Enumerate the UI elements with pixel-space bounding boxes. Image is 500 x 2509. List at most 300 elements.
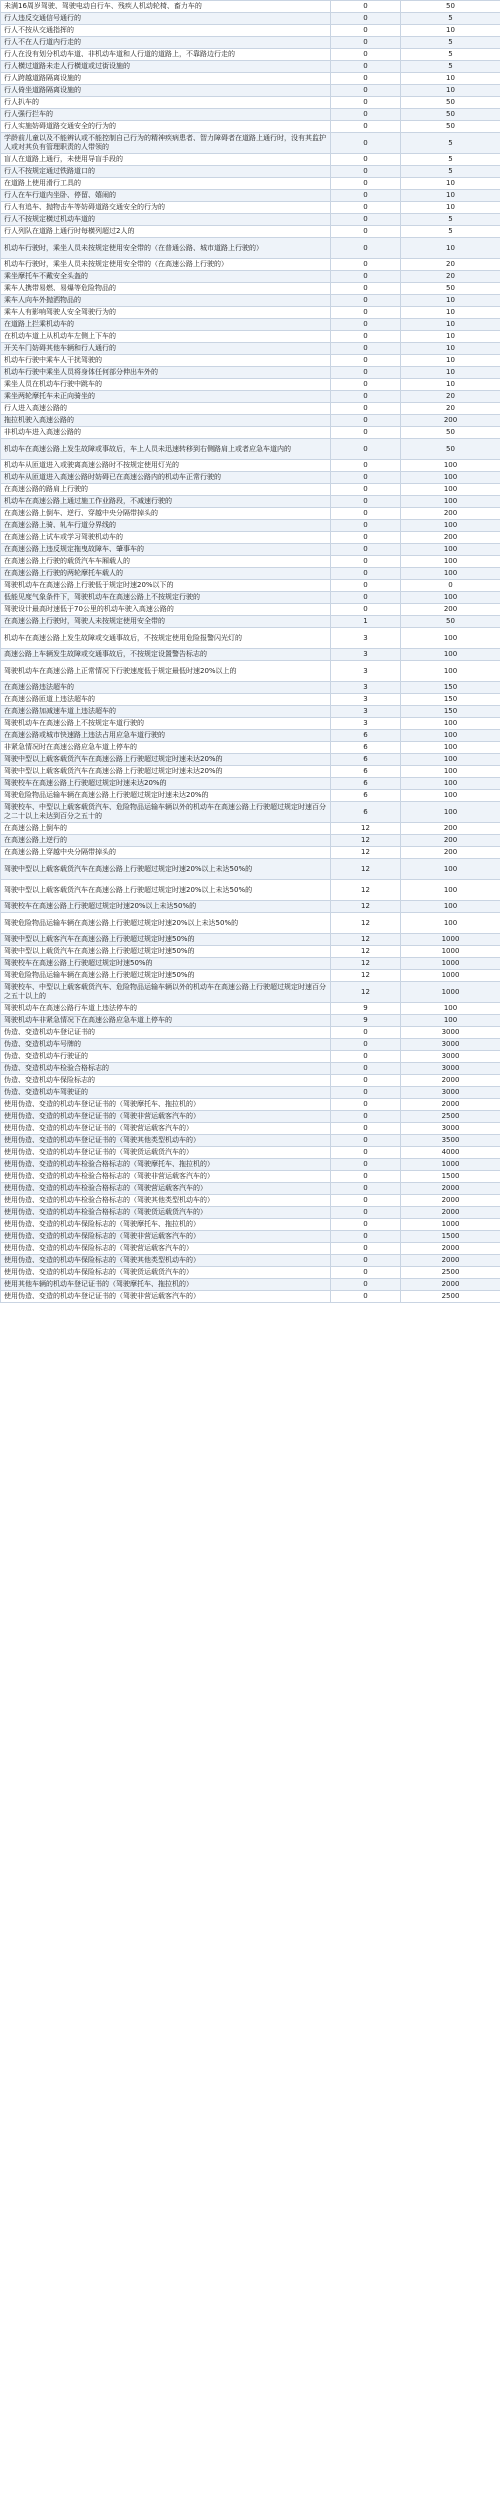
violation-description: 未满16周岁驾驶、驾驶电动自行车、残疾人机动轮椅、畜力车的 bbox=[1, 1, 331, 13]
penalty-points: 3 bbox=[331, 661, 401, 682]
violation-description: 驾驶危险物品运输车辆在高速公路上行驶超过规定时速20%以上未达50%的 bbox=[1, 913, 331, 934]
violation-description: 驾驶机动车在高速公路上不按规定车道行驶的 bbox=[1, 718, 331, 730]
penalty-points: 0 bbox=[331, 1111, 401, 1123]
violation-description: 行人列队在道路上通行时每横列超过2人的 bbox=[1, 226, 331, 238]
violation-description: 在高速公路违法超车的 bbox=[1, 682, 331, 694]
fine-amount: 1000 bbox=[401, 934, 500, 946]
table-row bbox=[1, 694, 500, 706]
penalty-points: 0 bbox=[331, 226, 401, 238]
fine-amount: 5 bbox=[401, 13, 500, 25]
violation-description: 伪造、变造机动车检验合格标志的 bbox=[1, 1063, 331, 1075]
penalty-points: 0 bbox=[331, 190, 401, 202]
table-row bbox=[1, 1159, 500, 1171]
fine-amount: 10 bbox=[401, 367, 500, 379]
fine-amount: 5 bbox=[401, 61, 500, 73]
violation-description: 盲人在道路上通行，未使用导盲手段的 bbox=[1, 154, 331, 166]
table-row bbox=[1, 568, 500, 580]
violation-description: 驾驶中型以上载客载货汽车在高速公路上行驶超过规定时速20%以上未达50%的 bbox=[1, 859, 331, 880]
penalty-points: 12 bbox=[331, 901, 401, 913]
violation-description: 使用伪造、变造的机动车登记证书的（驾驶非营运载客汽车的） bbox=[1, 1111, 331, 1123]
penalty-points: 0 bbox=[331, 1279, 401, 1291]
table-row bbox=[1, 1147, 500, 1159]
table-row bbox=[1, 958, 500, 970]
fine-amount: 100 bbox=[401, 718, 500, 730]
table-row bbox=[1, 460, 500, 472]
penalty-points: 0 bbox=[331, 556, 401, 568]
fine-amount: 50 bbox=[401, 121, 500, 133]
violation-description: 在高速公路的路肩上行驶的 bbox=[1, 484, 331, 496]
fine-amount: 10 bbox=[401, 25, 500, 37]
penalty-points: 0 bbox=[331, 1135, 401, 1147]
penalty-points: 0 bbox=[331, 355, 401, 367]
table-row bbox=[1, 190, 500, 202]
fine-amount: 100 bbox=[401, 568, 500, 580]
violation-description: 驾驶危险物品运输车辆在高速公路上行驶超过规定时速未达20%的 bbox=[1, 790, 331, 802]
fine-amount: 100 bbox=[401, 556, 500, 568]
table-row bbox=[1, 85, 500, 97]
violation-description: 行人强行拦车的 bbox=[1, 109, 331, 121]
violation-description: 使用伪造、变造的机动车保险标志的（驾驶摩托车、拖拉机的） bbox=[1, 1219, 331, 1231]
table-row bbox=[1, 1255, 500, 1267]
table-row bbox=[1, 766, 500, 778]
table-row bbox=[1, 319, 500, 331]
fine-amount: 50 bbox=[401, 97, 500, 109]
penalty-points: 12 bbox=[331, 847, 401, 859]
table-row bbox=[1, 649, 500, 661]
violation-description: 伪造、变造机动车行驶证的 bbox=[1, 1051, 331, 1063]
penalty-points: 0 bbox=[331, 1231, 401, 1243]
fine-amount: 1000 bbox=[401, 1219, 500, 1231]
table-row bbox=[1, 1075, 500, 1087]
table-row bbox=[1, 37, 500, 49]
table-row bbox=[1, 226, 500, 238]
violation-description: 驾驶校车在高速公路上行驶超过规定时速未达20%的 bbox=[1, 778, 331, 790]
violation-description: 机动车在高速公路上发生故障或交通事故后，不按规定使用危险报警闪光灯的 bbox=[1, 628, 331, 649]
violation-description: 在高速公路上倒车的 bbox=[1, 823, 331, 835]
fine-amount: 100 bbox=[401, 649, 500, 661]
penalty-points: 0 bbox=[331, 520, 401, 532]
violation-description: 使用伪造、变造的机动车登记证书的（驾驶其他类型机动车的） bbox=[1, 1135, 331, 1147]
penalty-points: 0 bbox=[331, 259, 401, 271]
table-row bbox=[1, 718, 500, 730]
penalty-points: 0 bbox=[331, 439, 401, 460]
violation-description: 在道路上拦乘机动车的 bbox=[1, 319, 331, 331]
fine-amount: 100 bbox=[401, 472, 500, 484]
table-row bbox=[1, 307, 500, 319]
violation-description: 驾驶校车在高速公路上行驶超过规定时速50%的 bbox=[1, 958, 331, 970]
table-row bbox=[1, 556, 500, 568]
violation-description: 在高速公路加减速车道上违法超车的 bbox=[1, 706, 331, 718]
table-row bbox=[1, 1051, 500, 1063]
violation-description: 驾驶校车、中型以上载客载货汽车、危险物品运输车辆以外的机动车在高速公路上行驶超过规定时速百分之五十以上的 bbox=[1, 982, 331, 1003]
table-row bbox=[1, 592, 500, 604]
fine-amount: 2000 bbox=[401, 1075, 500, 1087]
table-row bbox=[1, 427, 500, 439]
fine-amount: 200 bbox=[401, 604, 500, 616]
penalty-points: 0 bbox=[331, 295, 401, 307]
penalty-points: 0 bbox=[331, 331, 401, 343]
violation-description: 在道路上使用滑行工具的 bbox=[1, 178, 331, 190]
penalty-points: 0 bbox=[331, 166, 401, 178]
violation-description: 驾驶设计最高时速低于70公里的机动车驶入高速公路的 bbox=[1, 604, 331, 616]
fine-amount: 1000 bbox=[401, 958, 500, 970]
penalty-points: 0 bbox=[331, 37, 401, 49]
violation-description: 机动车在高速公路上发生故障或事故后，车上人员未迅速转移到右侧路肩上或者应急车道内的 bbox=[1, 439, 331, 460]
table-row bbox=[1, 259, 500, 271]
fine-amount: 200 bbox=[401, 847, 500, 859]
penalty-points: 6 bbox=[331, 802, 401, 823]
table-row bbox=[1, 178, 500, 190]
table-row bbox=[1, 823, 500, 835]
fine-amount: 10 bbox=[401, 331, 500, 343]
violation-description: 乘坐人员在机动车行驶中跳车的 bbox=[1, 379, 331, 391]
table-row bbox=[1, 1039, 500, 1051]
violation-description: 机动车从匝道进入高速公路时妨碍已在高速公路内的机动车正常行驶的 bbox=[1, 472, 331, 484]
fine-amount: 10 bbox=[401, 190, 500, 202]
fine-amount: 100 bbox=[401, 496, 500, 508]
fine-amount: 1000 bbox=[401, 982, 500, 1003]
fine-amount: 20 bbox=[401, 403, 500, 415]
table-row bbox=[1, 355, 500, 367]
penalty-points: 0 bbox=[331, 1255, 401, 1267]
penalty-points: 3 bbox=[331, 718, 401, 730]
penalty-points: 12 bbox=[331, 913, 401, 934]
violation-description: 机动车行驶中乘坐人员将身体任何部分伸出车外的 bbox=[1, 367, 331, 379]
penalty-points: 12 bbox=[331, 970, 401, 982]
fine-amount: 10 bbox=[401, 295, 500, 307]
fine-amount: 100 bbox=[401, 544, 500, 556]
violation-description: 行人在车行道内坐卧、停留、嬉闹的 bbox=[1, 190, 331, 202]
penalty-points: 0 bbox=[331, 1195, 401, 1207]
penalty-points: 0 bbox=[331, 1267, 401, 1279]
fine-amount: 2500 bbox=[401, 1267, 500, 1279]
penalty-points: 0 bbox=[331, 1099, 401, 1111]
penalty-points: 12 bbox=[331, 859, 401, 880]
table-row bbox=[1, 1, 500, 13]
table-row bbox=[1, 439, 500, 460]
fine-amount: 100 bbox=[401, 661, 500, 682]
fine-amount: 1000 bbox=[401, 1159, 500, 1171]
violation-description: 在高速公路上试车或学习驾驶机动车的 bbox=[1, 532, 331, 544]
penalty-points: 0 bbox=[331, 1171, 401, 1183]
table-row bbox=[1, 661, 500, 682]
fine-amount: 100 bbox=[401, 460, 500, 472]
violation-description: 使用伪造、变造的机动车保险标志的（驾驶营运载客汽车的） bbox=[1, 1243, 331, 1255]
violation-description: 驾驶中型以上载货汽车在高速公路上行驶超过规定时速50%的 bbox=[1, 946, 331, 958]
table-row bbox=[1, 970, 500, 982]
fine-amount: 50 bbox=[401, 427, 500, 439]
violation-description: 在高速公路上穿越中央分隔带掉头的 bbox=[1, 847, 331, 859]
penalty-points: 0 bbox=[331, 544, 401, 556]
violation-description: 伪造、变造机动车登记证书的 bbox=[1, 1027, 331, 1039]
fine-amount: 2000 bbox=[401, 1183, 500, 1195]
fine-amount: 5 bbox=[401, 133, 500, 154]
table-row bbox=[1, 859, 500, 880]
violation-description: 在高速公路上行驶的载货汽车车厢载人的 bbox=[1, 556, 331, 568]
table-row bbox=[1, 1003, 500, 1015]
fine-amount: 3500 bbox=[401, 1135, 500, 1147]
fine-amount: 1000 bbox=[401, 946, 500, 958]
fine-amount: 2000 bbox=[401, 1195, 500, 1207]
penalty-points: 12 bbox=[331, 823, 401, 835]
penalty-points: 0 bbox=[331, 1039, 401, 1051]
table-row bbox=[1, 1231, 500, 1243]
violation-description: 在高速公路上违反规定拖曳故障车、肇事车的 bbox=[1, 544, 331, 556]
fine-amount: 50 bbox=[401, 109, 500, 121]
violation-description: 使用伪造、变造的机动车登记证书的（驾驶摩托车、拖拉机的） bbox=[1, 1099, 331, 1111]
table-row bbox=[1, 730, 500, 742]
table-row bbox=[1, 484, 500, 496]
fine-amount: 10 bbox=[401, 355, 500, 367]
violation-description: 在高速公路上行驶时，驾驶人未按规定使用安全带的 bbox=[1, 616, 331, 628]
penalty-points: 0 bbox=[331, 403, 401, 415]
fine-amount: 10 bbox=[401, 319, 500, 331]
penalty-points: 3 bbox=[331, 628, 401, 649]
violation-description: 使用伪造、变造的机动车保险标志的（驾驶非营运载客汽车的） bbox=[1, 1231, 331, 1243]
violation-table-body bbox=[1, 1, 500, 1303]
table-row bbox=[1, 901, 500, 913]
fine-amount: 100 bbox=[401, 880, 500, 901]
penalty-points: 3 bbox=[331, 694, 401, 706]
table-row bbox=[1, 742, 500, 754]
table-row bbox=[1, 847, 500, 859]
penalty-points: 6 bbox=[331, 754, 401, 766]
penalty-points: 0 bbox=[331, 343, 401, 355]
violation-description: 行人跨越道路隔离设施的 bbox=[1, 73, 331, 85]
table-row bbox=[1, 271, 500, 283]
fine-amount: 10 bbox=[401, 379, 500, 391]
penalty-points: 0 bbox=[331, 1027, 401, 1039]
fine-amount: 200 bbox=[401, 415, 500, 427]
penalty-points: 0 bbox=[331, 283, 401, 295]
violation-description: 在高速公路匝道上违法超车的 bbox=[1, 694, 331, 706]
penalty-points: 0 bbox=[331, 319, 401, 331]
violation-description: 在机动车道上从机动车左侧上下车的 bbox=[1, 331, 331, 343]
fine-amount: 4000 bbox=[401, 1147, 500, 1159]
table-row bbox=[1, 121, 500, 133]
violation-description: 驾驶机动车在高速公路行车道上违法停车的 bbox=[1, 1003, 331, 1015]
table-row bbox=[1, 520, 500, 532]
table-row bbox=[1, 616, 500, 628]
fine-amount: 100 bbox=[401, 730, 500, 742]
violation-description: 拖拉机驶入高速公路的 bbox=[1, 415, 331, 427]
fine-amount: 3000 bbox=[401, 1123, 500, 1135]
penalty-points: 3 bbox=[331, 682, 401, 694]
violation-description: 行人不按规定通过铁路道口的 bbox=[1, 166, 331, 178]
penalty-points: 0 bbox=[331, 1051, 401, 1063]
penalty-points: 0 bbox=[331, 97, 401, 109]
fine-amount: 20 bbox=[401, 271, 500, 283]
penalty-points: 0 bbox=[331, 1087, 401, 1099]
violation-description: 使用伪造、变造的机动车登记证书的（驾驶营运载客汽车的） bbox=[1, 1123, 331, 1135]
fine-amount: 100 bbox=[401, 1003, 500, 1015]
fine-amount: 1000 bbox=[401, 970, 500, 982]
fine-amount: 5 bbox=[401, 49, 500, 61]
table-row bbox=[1, 544, 500, 556]
penalty-points: 0 bbox=[331, 427, 401, 439]
violation-description: 伪造、变造机动车驾驶证的 bbox=[1, 1087, 331, 1099]
fine-amount: 10 bbox=[401, 178, 500, 190]
violation-description: 行人不在人行道内行走的 bbox=[1, 37, 331, 49]
penalty-points: 0 bbox=[331, 1219, 401, 1231]
fine-amount: 10 bbox=[401, 238, 500, 259]
violation-description: 使用伪造、变造的机动车检验合格标志的（驾驶其他类型机动车的） bbox=[1, 1195, 331, 1207]
table-row bbox=[1, 946, 500, 958]
penalty-points: 0 bbox=[331, 214, 401, 226]
penalty-points: 0 bbox=[331, 13, 401, 25]
fine-amount: 10 bbox=[401, 85, 500, 97]
fine-amount: 50 bbox=[401, 439, 500, 460]
violation-description: 机动车行驶时，乘坐人员未按规定使用安全带的（在高速公路上行驶的） bbox=[1, 259, 331, 271]
table-row bbox=[1, 1243, 500, 1255]
penalty-points: 0 bbox=[331, 592, 401, 604]
penalty-points: 12 bbox=[331, 982, 401, 1003]
violation-description: 乘坐摩托车不戴安全头盔的 bbox=[1, 271, 331, 283]
violation-description: 行人倚坐道路隔离设施的 bbox=[1, 85, 331, 97]
fine-amount: 3000 bbox=[401, 1027, 500, 1039]
table-row bbox=[1, 109, 500, 121]
violation-description: 驾驶机动车非紧急情况下在高速公路应急车道上停车的 bbox=[1, 1015, 331, 1027]
penalty-points: 3 bbox=[331, 649, 401, 661]
violation-description: 使用伪造、变造的机动车登记证书的（驾驶货运载货汽车的） bbox=[1, 1147, 331, 1159]
table-row bbox=[1, 1195, 500, 1207]
penalty-points: 0 bbox=[331, 133, 401, 154]
penalty-points: 0 bbox=[331, 178, 401, 190]
table-row bbox=[1, 61, 500, 73]
penalty-points: 0 bbox=[331, 271, 401, 283]
violation-description: 使用伪造、变造的机动车检验合格标志的（驾驶营运载客汽车的） bbox=[1, 1183, 331, 1195]
fine-amount: 2000 bbox=[401, 1207, 500, 1219]
penalty-points: 0 bbox=[331, 379, 401, 391]
table-row bbox=[1, 1219, 500, 1231]
penalty-points: 12 bbox=[331, 835, 401, 847]
fine-amount: 150 bbox=[401, 694, 500, 706]
penalty-points: 12 bbox=[331, 946, 401, 958]
violation-description: 驾驶校车、中型以上载客载货汽车、危险物品运输车辆以外的机动车在高速公路上行驶超过规定时速百分之二十以上未达到百分之五十的 bbox=[1, 802, 331, 823]
table-row bbox=[1, 1087, 500, 1099]
penalty-points: 0 bbox=[331, 49, 401, 61]
fine-amount: 100 bbox=[401, 1015, 500, 1027]
fine-amount: 100 bbox=[401, 520, 500, 532]
table-row bbox=[1, 73, 500, 85]
violation-description: 伪造、变造机动车号牌的 bbox=[1, 1039, 331, 1051]
penalty-points: 0 bbox=[331, 1, 401, 13]
penalty-points: 0 bbox=[331, 415, 401, 427]
table-row bbox=[1, 283, 500, 295]
table-row bbox=[1, 1099, 500, 1111]
penalty-points: 0 bbox=[331, 1075, 401, 1087]
fine-amount: 100 bbox=[401, 802, 500, 823]
table-row bbox=[1, 238, 500, 259]
fine-amount: 20 bbox=[401, 391, 500, 403]
penalty-points: 0 bbox=[331, 1147, 401, 1159]
fine-amount: 50 bbox=[401, 1, 500, 13]
table-row bbox=[1, 379, 500, 391]
penalty-points: 0 bbox=[331, 154, 401, 166]
fine-amount: 20 bbox=[401, 259, 500, 271]
table-row bbox=[1, 778, 500, 790]
table-row bbox=[1, 133, 500, 154]
fine-amount: 100 bbox=[401, 592, 500, 604]
fine-amount: 150 bbox=[401, 682, 500, 694]
fine-amount: 2000 bbox=[401, 1279, 500, 1291]
fine-amount: 5 bbox=[401, 37, 500, 49]
table-row bbox=[1, 1291, 500, 1303]
fine-amount: 0 bbox=[401, 580, 500, 592]
table-row bbox=[1, 604, 500, 616]
penalty-points: 0 bbox=[331, 1063, 401, 1075]
violation-description: 使用伪造、变造的机动车保险标志的（驾驶其他类型机动车的） bbox=[1, 1255, 331, 1267]
penalty-points: 0 bbox=[331, 1291, 401, 1303]
table-row bbox=[1, 154, 500, 166]
fine-amount: 2000 bbox=[401, 1255, 500, 1267]
table-row bbox=[1, 1063, 500, 1075]
violation-description: 非机动车进入高速公路的 bbox=[1, 427, 331, 439]
table-row bbox=[1, 97, 500, 109]
penalty-points: 0 bbox=[331, 568, 401, 580]
penalty-points: 0 bbox=[331, 307, 401, 319]
table-row bbox=[1, 802, 500, 823]
violation-description: 伪造、变造机动车保险标志的 bbox=[1, 1075, 331, 1087]
fine-amount: 2500 bbox=[401, 1291, 500, 1303]
fine-amount: 2500 bbox=[401, 1111, 500, 1123]
penalty-points: 0 bbox=[331, 1183, 401, 1195]
penalty-points: 12 bbox=[331, 958, 401, 970]
table-row bbox=[1, 403, 500, 415]
fine-amount: 10 bbox=[401, 73, 500, 85]
violation-description: 行人在没有划分机动车道、非机动车道和人行道的道路上，不靠路边行走的 bbox=[1, 49, 331, 61]
table-row bbox=[1, 1135, 500, 1147]
fine-amount: 100 bbox=[401, 913, 500, 934]
penalty-points: 12 bbox=[331, 934, 401, 946]
fine-amount: 1500 bbox=[401, 1231, 500, 1243]
violation-description: 行人扒车的 bbox=[1, 97, 331, 109]
violation-description: 乘坐两轮摩托车未正向骑坐的 bbox=[1, 391, 331, 403]
violation-description: 使用伪造、变造的机动车检验合格标志的（驾驶非营运载客汽车的） bbox=[1, 1171, 331, 1183]
violation-description: 使用伪造、变造的机动车登记证书的（驾驶非营运载客汽车的） bbox=[1, 1291, 331, 1303]
table-row bbox=[1, 343, 500, 355]
violation-description: 在高速公路上逆行的 bbox=[1, 835, 331, 847]
penalty-points: 1 bbox=[331, 616, 401, 628]
penalty-points: 0 bbox=[331, 73, 401, 85]
table-row bbox=[1, 754, 500, 766]
violation-description: 使用伪造、变造的机动车检验合格标志的（驾驶摩托车、拖拉机的） bbox=[1, 1159, 331, 1171]
fine-amount: 100 bbox=[401, 484, 500, 496]
fine-amount: 100 bbox=[401, 778, 500, 790]
violation-description: 行人进入高速公路的 bbox=[1, 403, 331, 415]
violation-description: 机动车行驶中乘车人干扰驾驶的 bbox=[1, 355, 331, 367]
penalty-points: 6 bbox=[331, 790, 401, 802]
violation-description: 学龄前儿童以及不能辨认或不能控制自己行为的精神疾病患者、智力障碍者在道路上通行时，没有其监护人或对其负有管理职责的人带领的 bbox=[1, 133, 331, 154]
fine-amount: 3000 bbox=[401, 1051, 500, 1063]
violation-description: 在高速公路上骑、轧车行道分界线的 bbox=[1, 520, 331, 532]
table-row bbox=[1, 214, 500, 226]
table-row bbox=[1, 166, 500, 178]
fine-amount: 200 bbox=[401, 532, 500, 544]
penalty-points: 0 bbox=[331, 1207, 401, 1219]
table-row bbox=[1, 508, 500, 520]
violation-description: 低能见度气象条件下，驾驶机动车在高速公路上不按规定行驶的 bbox=[1, 592, 331, 604]
penalty-points: 0 bbox=[331, 496, 401, 508]
penalty-points: 0 bbox=[331, 109, 401, 121]
table-row bbox=[1, 934, 500, 946]
violation-description: 行人不按从交通指挥的 bbox=[1, 25, 331, 37]
fine-amount: 10 bbox=[401, 343, 500, 355]
fine-amount: 100 bbox=[401, 790, 500, 802]
table-row bbox=[1, 790, 500, 802]
table-row bbox=[1, 1015, 500, 1027]
table-row bbox=[1, 1183, 500, 1195]
